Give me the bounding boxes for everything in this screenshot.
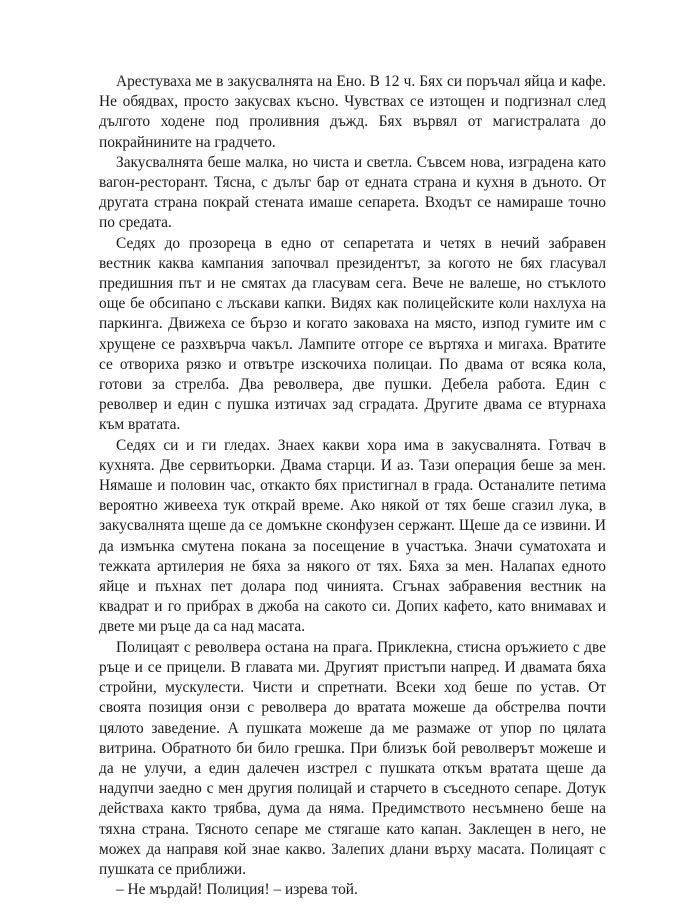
paragraph: Седях си и ги гледах. Знаех какви хора има в закусвалнята. Готвач в кухнята. Две сервитьорки. Двама старци. И аз. Тази операция беше за мен. Нямаше и половин час, откакто бях пристигнал в града. Останалите петима вероятно живееха тук открай време. Ако някой от тях беше сгазил лука, в закусвалнята щеше да се домъкне сконфузен сержант. Щеше да се извини. И да измънка смутена покана за посещение в участъка. Значи суматохата и тежката артилерия не бяха за някого от тях. Бяха за мен. Налапах едното яйце и пъхнах пет долара под чинията. Сгънах забравения вестник на квадрат и го прибрах в джоба на сакото си. Допих кафето, като внимавах и двете ми ръце да са над масата.: [99, 436, 606, 636]
paragraph: Арестуваха ме в закусвалнята на Ено. В 12 ч. Бях си поръчал яйца и кафе. Не обядвах, просто закусвах късно. Чувствах се изтощен и подгизнал след дългото ходене под проливния дъжд. Бях вървял от магистралата до покрайнините на градчето.: [99, 73, 606, 151]
paragraph: Седях до прозореца в едно от сепаретата и четях в нечий забравен вестник каква кампания започвал президентът, за когото не бях гласувал предишния път и не смятах да гласувам сега. Вече не валеше, но стъклото още бе обсипано с лъскави капки. Видях как полицейските коли нахлуха на паркинга. Движеха се бързо и когато заковаха на място, изпод гумите им с хрущене се разхвърча чакъл. Лампите отгоре се въртяха и мигаха. Вратите се отвориха рязко и отвътре изскочиха полицаи. По двама от всяка кола, готови за стрелба. Два револвера, две пушки. Дебела работа. Един с револвер и един с пушка изтичах зад сградата. Другите двама се втурнаха към вратата.: [99, 234, 606, 434]
dialogue-line: – Не мърдай! Полиция! – изрева той.: [116, 881, 358, 899]
paragraph: Полицаят с револвера остана на прага. Приклекна, стисна оръжието с две ръце и се прицели. В главата ми. Другият пристъпи напред. И двамата бяха стройни, мускулести. Чисти и спретнати. Всеки ход беше по устав. От своята позиция онзи с револвера до вратата можеше да обстрелва почти цялото заведение. А пушката можеше да ме размаже от упор по цялата витрина. Обратното би било грешка. При близък бой револверът можеше и да не улучи, а един далечен изстрел с пушката откъм вратата щеше да надупчи заедно с мен другия полицай и старчето в съседното сепаре. Дотук действаха както трябва, дума да няма. Предимството несъмнено беше на тяхна страна. Тясното сепаре ме стягаше като капан. Заклещен в него, не можех да направя кой знае какво. Залепих длани върху масата. Полицаят с пушката се приближи.: [99, 638, 606, 878]
text-body: [99, 72, 606, 900]
paragraph: Закусвалнята беше малка, но чиста и светла. Съвсем нова, изградена като вагон-ресторант. Тясна, с дълъг бар от едната страна и кухня в дъното. От другата страна покрай стената имаше сепарета. Входът се намираше точно по средата.: [99, 153, 606, 232]
